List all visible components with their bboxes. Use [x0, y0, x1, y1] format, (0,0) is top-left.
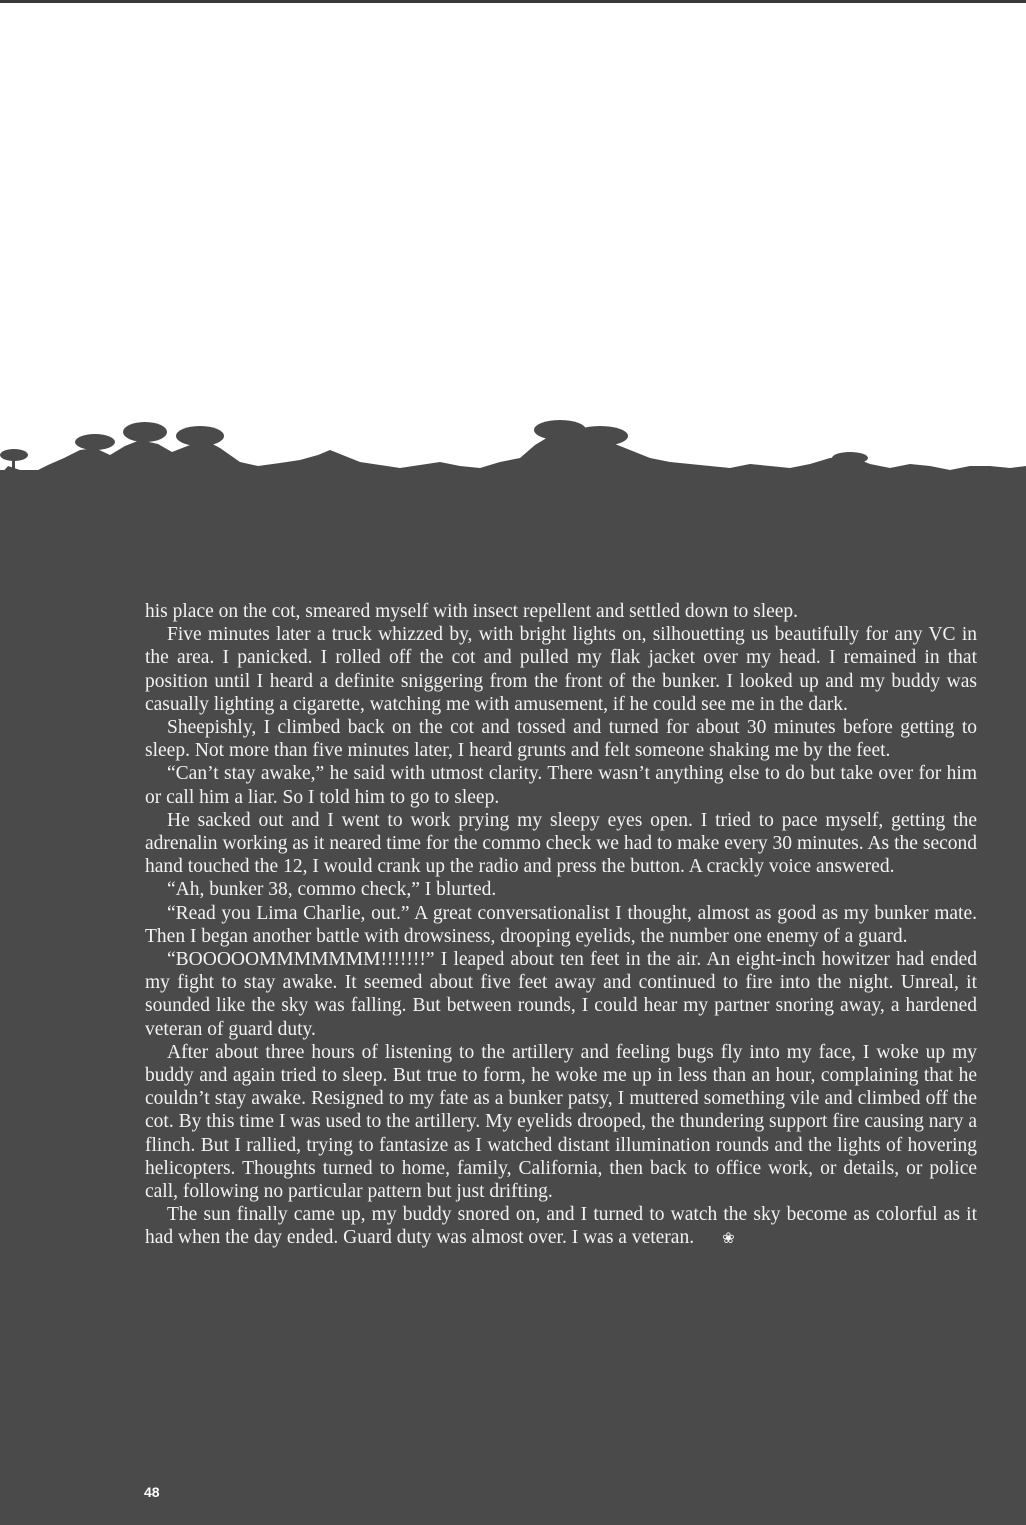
paragraph: “BOOOOOMMMMMMM!!!!!!!” I leaped about ten feet in the air. An eight-inch howitzer had ended my fight to stay awake. It seemed about five feet away and continued to fire into the night. Unreal, it sounded like the sky was falling. But between rounds, I could hear my partner snoring away, a hardened veteran of guard duty.: [145, 949, 977, 1040]
article-body: [145, 600, 977, 1252]
paragraph: “Can’t stay awake,” he said with utmost clarity. There wasn’t anything else to do but take over for him or call him a liar. So I told him to go to sleep.: [145, 763, 977, 808]
page-number: 48: [144, 1484, 160, 1500]
paragraph-text: The sun finally came up, my buddy snored on, and I turned to watch the sky become as colorful as it had when the day ended. Guard duty was almost over. I was a veteran.: [145, 1204, 977, 1249]
top-border: [0, 0, 1026, 3]
paragraph: Five minutes later a truck whizzed by, with bright lights on, silhouetting us beautifully for any VC in the area. I panicked. I rolled off the cot and pulled my flak jacket over my head. I remained in that position until I heard a definite sniggering from the front of the bunker. I looked up and my buddy was casually lighting a cigarette, watching me with amusement, if he could see me in the dark.: [145, 624, 977, 715]
last-paragraph: [145, 1203, 977, 1251]
paragraph: “Read you Lima Charlie, out.” A great conversationalist I thought, almost as good as my bunker mate. Then I began another battle with drowsiness, drooping eyelids, the number one enemy of a guard.: [145, 902, 977, 947]
paragraph: Sheepishly, I climbed back on the cot and tossed and turned for about 30 minutes before getting to sleep. Not more than five minutes later, I heard grunts and felt someone shaking me by the feet.: [145, 717, 977, 762]
end-of-article-icon: ❀: [722, 1231, 735, 1248]
paragraph: his place on the cot, smeared myself with insect repellent and settled down to sleep.: [145, 601, 799, 622]
paragraph: He sacked out and I went to work prying my sleepy eyes open. I tried to pace myself, getting the adrenalin working as it neared time for the commo check we had to make every 30 minutes. As the second hand touched the 12, I would crank up the radio and press the button. A crackly voice answered.: [145, 809, 977, 878]
paragraph: After about three hours of listening to the artillery and feeling bugs fly into my face, I woke up my buddy and again tried to sleep. But true to form, he woke me up in less than an hour, complaining that he couldn’t stay awake. Resigned to my fate as a bunker patsy, I muttered something vile and climbed off the cot. By this time I was used to the artillery. My eyelids drooped, the thundering support fire causing nary a flinch. But I rallied, trying to fantasize as I watched distant illumination rounds and the lights of hovering helicopters. Thoughts turned to home, family, California, then back to office work, or details, or police call, following no particular pattern but just drifting.: [145, 1041, 977, 1203]
paragraph: “Ah, bunker 38, commo check,” I blurted.: [167, 879, 497, 901]
